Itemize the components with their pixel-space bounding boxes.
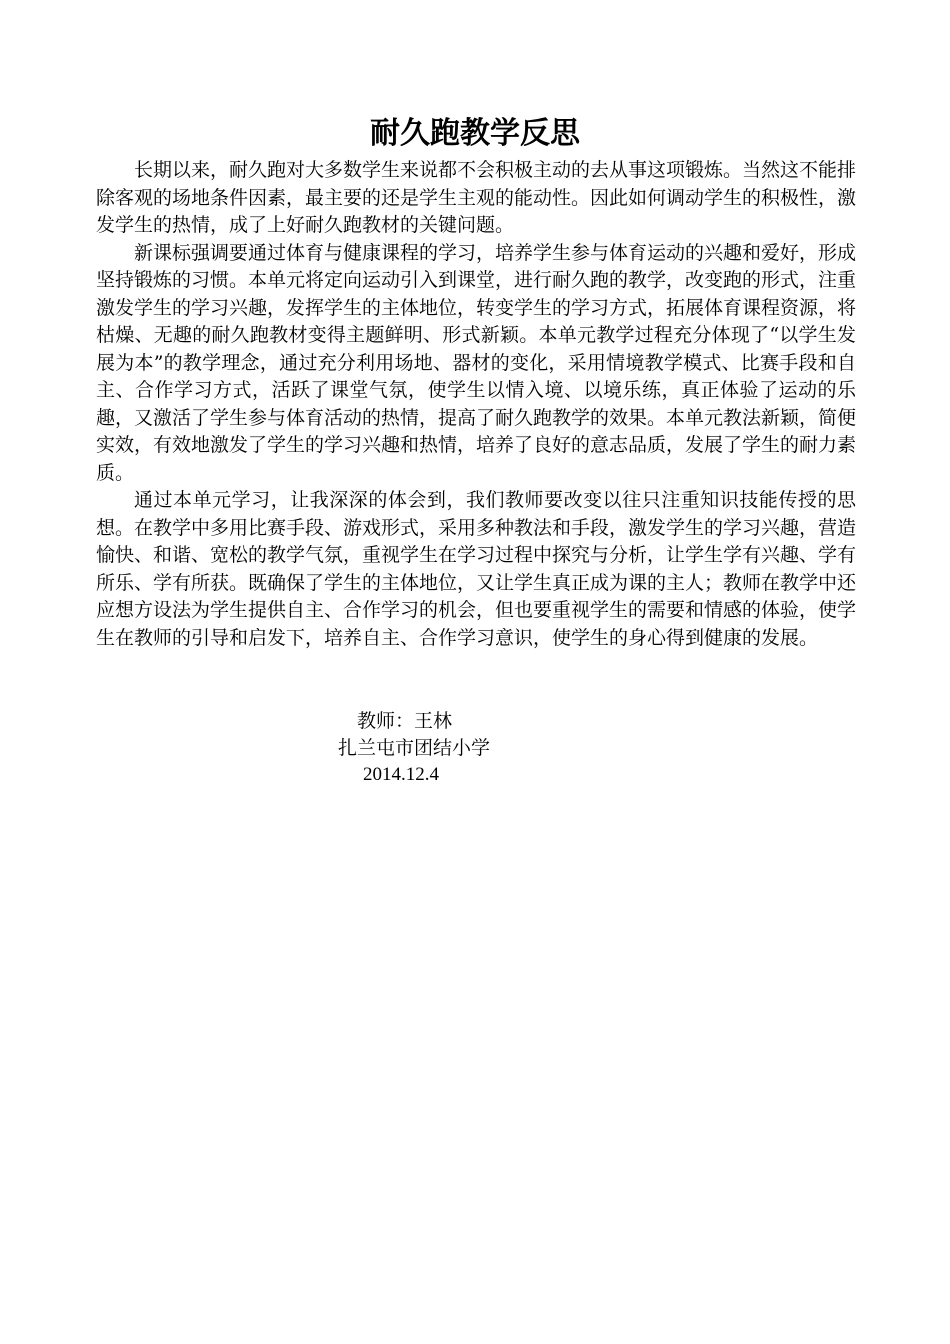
document-body: [96, 157, 856, 652]
signature-teacher: 教师：王林: [357, 710, 453, 732]
signature-school: 扎兰屯市团结小学: [338, 737, 491, 759]
signature-date: 2014.12.4: [363, 764, 439, 785]
paragraph-2: 新课标强调要通过体育与健康课程的学习，培养学生参与体育运动的兴趣和爱好，形成坚持锻炼的习惯。本单元将定向运动引入到课堂，进行耐久跑的教学，改变跑的形式，注重激发学生的学习兴趣，发挥学生的主体地位，转变学生的学习方式，拓展体育课程资源，将枯燥、无趣的耐久跑教材变得主题鲜明、形式新颖。本单元教学过程充分体现了“以学生发展为本”的教学理念，通过充分利用场地、器材的变化，采用情境教学模式、比赛手段和自主、合作学习方式，活跃了课堂气氛，使学生以情入境、以境乐练，真正体验了运动的乐趣，又激活了学生参与体育活动的热情，提高了耐久跑教学的效果。本单元教法新颖，简便实效，有效地激发了学生的学习兴趣和热情，培养了良好的意志品质，发展了学生的耐力素质。: [96, 241, 857, 484]
document-title: 耐久跑教学反思: [370, 116, 580, 151]
paragraph-1: 长期以来，耐久跑对大多数学生来说都不会积极主动的去从事这项锻炼。当然这不能排除客观的场地条件因素，最主要的还是学生主观的能动性。因此如何调动学生的积极性，激发学生的热情，成了上好耐久跑教材的关键问题。: [96, 159, 857, 236]
paragraph-3: 通过本单元学习，让我深深的体会到，我们教师要改变以往只注重知识技能传授的思想。在教学中多用比赛手段、游戏形式，采用多种教法和手段，激发学生的学习兴趣，营造愉快、和谐、宽松的教学气氛，重视学生在学习过程中探究与分析，让学生学有兴趣、学有所乐、学有所获。既确保了学生的主体地位，又让学生真正成为课的主人；教师在教学中还应想方设法为学生提供自主、合作学习的机会，但也要重视学生的需要和情感的体验，使学生在教师的引导和启发下，培养自主、合作学习意识，使学生的身心得到健康的发展。: [96, 489, 857, 649]
